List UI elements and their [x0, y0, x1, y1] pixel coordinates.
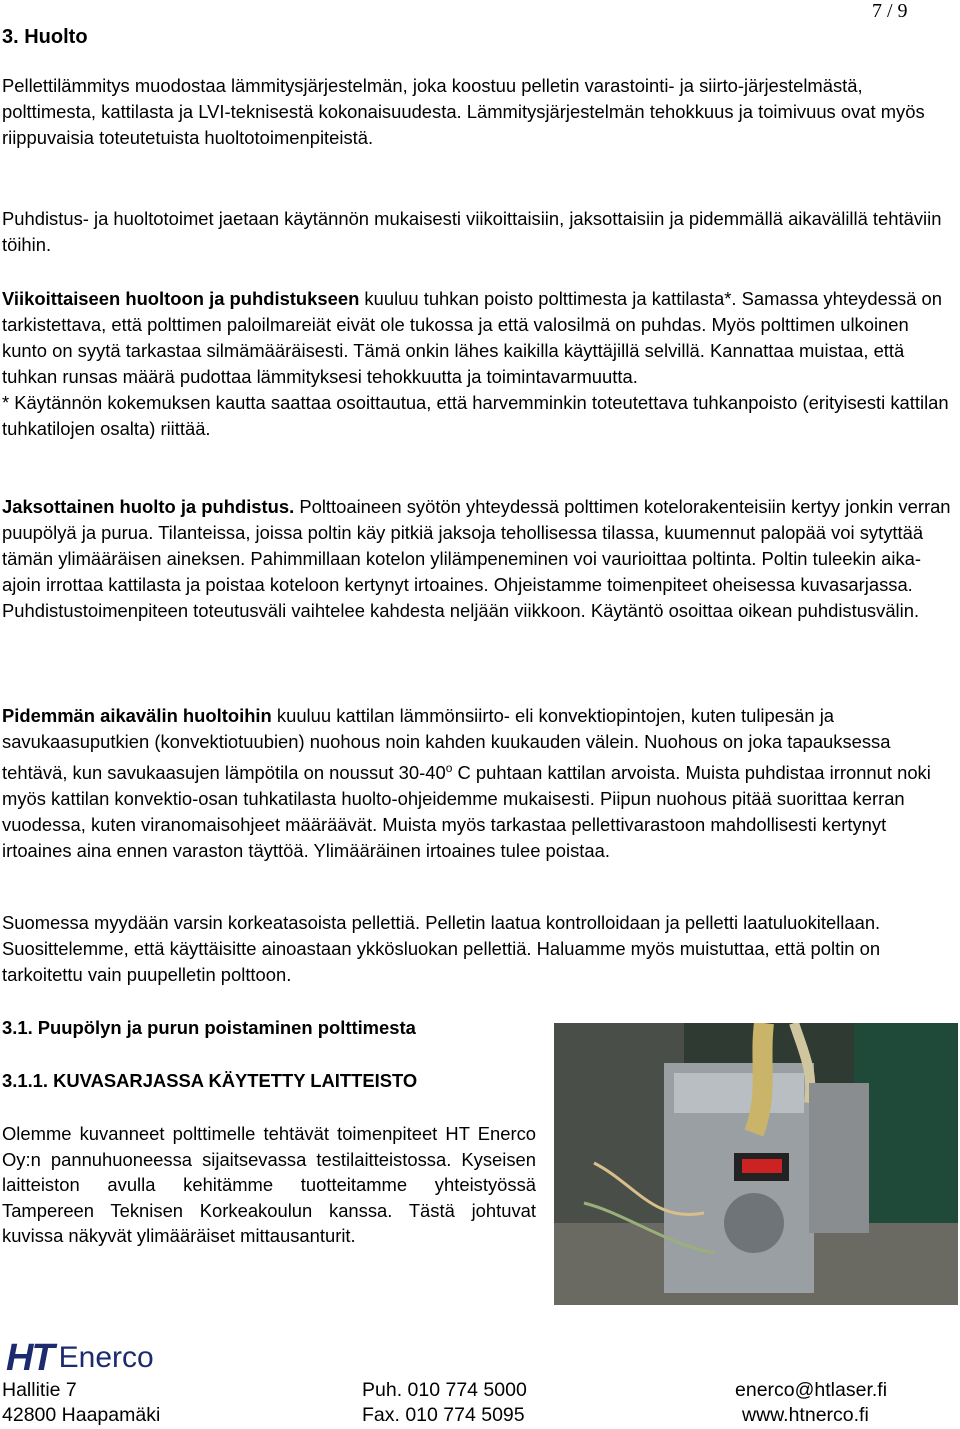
degree-superscript: o [445, 761, 453, 775]
long-term-text-a: kuuluu kattilan lämmönsiirto- eli konvektiopintojen, kuten tulipesän ja savukaasuputkien (konvektiotuubien) nuohous noin kahden kuukauden välein. Nuohous on joka tapauksessa tehtävä, kun savukaasujen lämpötila on noussut 30-40 [2, 705, 891, 784]
page-number: 7 / 9 [872, 0, 908, 22]
footer-fax: Fax. 010 774 5095 [362, 1404, 525, 1426]
paragraph-text: Pellettilämmitys muodostaa lämmitysjärjestelmän, joka koostuu pelletin varastointi- ja siirto-järjestelmästä, polttimesta, kattilasta ja LVI-teknisestä kokonaisuudesta. Lämmitysjärjestelmän tehokkuus ja toimivuus ovat myös riippuvaisia toteutetuista huoltotoimenpiteistä. [2, 75, 925, 148]
footer-email: enerco@htlaser.fi [735, 1379, 888, 1401]
long-term-text-b: C puhtaan kattilan arvoista. Muista puhdistaa irronnut noki myös kattilan konvektio-osan tuhkatilasta huolto-ohjeidemme mukaisesti. Piipun nuohous pitää suorittaa kerran vuodessa, kuten viranomaisohjeet määräävät. Muista myös tarkastaa pellettivarastoon mahdollisesti kertynyt irtoaines aina ennen varaston täyttöä. Ylimääräinen irtoaines tulee poistaa. [2, 762, 931, 862]
equipment-description: Olemme kuvanneet polttimelle tehtävät toimenpiteet HT Enerco Oy:n pannuhuoneessa sijaitsevassa testilaitteistossa. Kyseisen laitteiston avulla kehitämme tuotteitamme yhteistyössä Tampereen Teknisen Korkeakoulun kanssa. Tästä johtuvat kuvissa näkyvät ylimääräiset mittausanturit. [2, 1123, 536, 1247]
periodic-text: Polttoaineen syötön yhteydessä polttimen kotelorakenteisiin kertyy jonkin verran puupölyä ja purua. Tilanteissa, joissa poltin käy pitkiä jaksoja tehollisessa tilassa, kuumennut palopää voi sytyttää tämän ylimääräisen aineksen. Pahimmillaan kotelon ylilämpeneminen voi vaurioittaa poltinta. Poltin tuleekin aika-ajoin irrottaa kattilasta ja poistaa koteloon kertynyt irtoaines. Ohjeistamme toimenpiteet oheisessa kuvasarjassa. Puhdistustoimenpiteen toteutusväli vaihtelee kahdesta neljään viikkoon. Käytäntö osoittaa oikean puhdistusvälin. [2, 496, 951, 621]
paragraph-weekly [2, 286, 952, 442]
logo-name: Enerco [58, 1341, 154, 1374]
paragraph-text: Suomessa myydään varsin korkeatasoista pellettiä. Pelletin laatua kontrolloidaan ja pelletti laatuluokitellaan. Suosittelemme, että käyttäisitte ainoastaan ykkösluokan pellettiä. Haluamme myös muistuttaa, että poltin on tarkoitettu vain puupelletin polttoon. [2, 912, 881, 985]
footer-web: www.htnerco.fi [742, 1404, 869, 1426]
paragraph-pellet-quality [2, 910, 952, 988]
periodic-heading: Jaksottainen huolto ja puhdistus. [2, 496, 295, 517]
company-logo [6, 1337, 154, 1379]
burner-photo-image [554, 1023, 958, 1305]
footer-city: 42800 Haapamäki [2, 1404, 161, 1426]
paragraph-long-term [2, 703, 952, 864]
paragraph-intro [2, 73, 952, 151]
weekly-heading: Viikoittaiseen huoltoon ja puhdistukseen [2, 288, 360, 309]
weekly-note: * Käytännön kokemuksen kautta saattaa osoittautua, että harvemminkin toteutettava tuhkanpoisto (erityisesti kattilan tuhkatilojen osalta) riittää. [2, 392, 949, 439]
paragraph-periodic [2, 494, 952, 624]
logo-mark: HT [6, 1337, 53, 1379]
burner-photo [554, 1023, 958, 1305]
section-title: 3. Huolto [2, 26, 88, 48]
paragraph-text: Puhdistus- ja huoltotoimet jaetaan käytännön mukaisesti viikoittaisiin, jaksottaisiin ja pidemmällä aikavälillä tehtäviin töihin. [2, 208, 942, 255]
footer-phone: Puh. 010 774 5000 [362, 1379, 527, 1401]
paragraph-maintenance-types [2, 206, 952, 258]
long-term-heading: Pidemmän aikavälin huoltoihin [2, 705, 272, 726]
footer-street: Hallitie 7 [2, 1379, 77, 1401]
subsubsection-heading: 3.1.1. KUVASARJASSA KÄYTETTY LAITTEISTO [2, 1070, 418, 1091]
subsection-heading: 3.1. Puupölyn ja purun poistaminen polttimesta [2, 1017, 416, 1038]
weekly-text: kuuluu tuhkan poisto polttimesta ja kattilasta*. Samassa yhteydessä on tarkistettava, että polttimen paloilmareiät eivät ole tukossa ja että valosilmä on puhdas. Myös polttimen ulkoinen kunto on syytä tarkastaa silmämääräisesti. Tämä onkin lähes kaikilla käyttäjillä selvillä. Kannattaa muistaa, että tuhkan runsas määrä pudottaa lämmityksesi tehokkuutta ja toimintavarmuutta. [2, 288, 943, 387]
